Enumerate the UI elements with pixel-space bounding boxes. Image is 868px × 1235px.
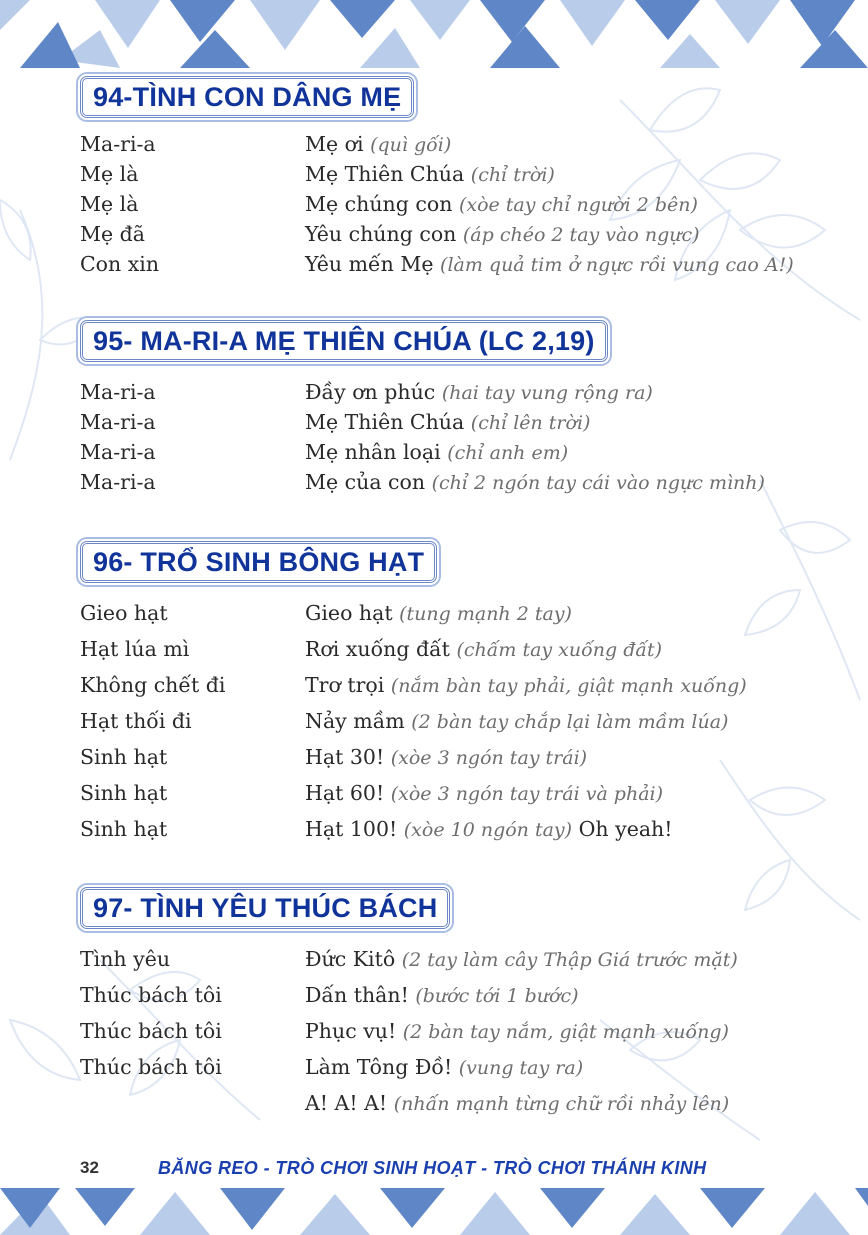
list-item [80, 601, 860, 637]
chant-call: Ma-ri-a [80, 410, 156, 434]
chant-response: Mẹ của con [305, 470, 426, 494]
action-list [80, 132, 860, 282]
chant-call: Mẹ đã [80, 222, 145, 246]
list-item [80, 380, 860, 410]
section-96 [80, 541, 860, 853]
list-item [80, 745, 860, 781]
chant-response: Đầy ơn phúc [305, 380, 436, 404]
chant-call: Tình yêu [80, 947, 171, 971]
gesture-note: (vung tay ra) [458, 1057, 584, 1079]
chant-response: Gieo hạt [305, 601, 393, 625]
action-list [80, 947, 860, 1127]
gesture-note: (chỉ trời) [470, 164, 555, 186]
chant-response: Đức Kitô [305, 947, 396, 971]
chant-call: Mẹ là [80, 162, 139, 186]
action-list [80, 380, 860, 500]
chant-response: Dấn thân! [305, 983, 409, 1007]
list-item [80, 470, 860, 500]
list-item [80, 1055, 860, 1091]
chant-ending: Oh yeah! [578, 817, 673, 841]
list-item [80, 1019, 860, 1055]
gesture-note: (chấm tay xuống đất) [456, 639, 663, 661]
chant-response: Trơ trọi [305, 673, 385, 697]
chant-response: Mẹ nhân loại [305, 440, 441, 464]
chant-response: Hạt 100! [305, 817, 398, 841]
gesture-note: (2 tay làm cây Thập Giá trước mặt) [401, 949, 738, 971]
gesture-note: (xòe 10 ngón tay) [403, 819, 573, 841]
section-title: 97- TÌNH YÊU THÚC BÁCH [80, 887, 450, 929]
list-item [80, 410, 860, 440]
chant-response: Nảy mầm [305, 709, 405, 733]
chant-call: Thúc bách tôi [80, 1019, 222, 1043]
list-item [80, 162, 860, 192]
gesture-note: (xòe tay chỉ người 2 bên) [458, 194, 698, 216]
gesture-note: (nắm bàn tay phải, giật mạnh xuống) [390, 675, 747, 697]
chant-call: Ma-ri-a [80, 132, 156, 156]
action-list [80, 601, 860, 853]
gesture-note: (2 bàn tay chắp lại làm mầm lúa) [411, 711, 729, 733]
bottom-triangle-border [0, 1180, 868, 1235]
chant-call: Gieo hạt [80, 601, 168, 625]
list-item [80, 1091, 860, 1127]
list-item [80, 673, 860, 709]
chant-response: Mẹ Thiên Chúa [305, 410, 465, 434]
section-94 [80, 76, 860, 282]
chant-response: Rơi xuống đất [305, 637, 450, 661]
gesture-note: (2 bàn tay nắm, giật mạnh xuống) [402, 1021, 729, 1043]
list-item [80, 781, 860, 817]
chant-call: Hạt thối đi [80, 709, 192, 733]
chant-call: Sinh hạt [80, 745, 168, 769]
gesture-note: (làm quả tim ở ngực rồi vung cao A!) [440, 254, 794, 276]
list-item [80, 252, 860, 282]
gesture-note: (chỉ lên trời) [470, 412, 591, 434]
chant-response: Yêu chúng con [305, 222, 457, 246]
list-item [80, 817, 860, 853]
list-item [80, 222, 860, 252]
chant-response: Hạt 60! [305, 781, 385, 805]
chant-response: Mẹ ơi [305, 132, 364, 156]
section-title: 94-TÌNH CON DÂNG MẸ [80, 76, 414, 118]
gesture-note: (xòe 3 ngón tay trái và phải) [390, 783, 664, 805]
chant-call: Sinh hạt [80, 817, 168, 841]
gesture-note: (quì gối) [370, 134, 452, 156]
gesture-note: (tung mạnh 2 tay) [399, 603, 572, 625]
chant-call: Ma-ri-a [80, 440, 156, 464]
chant-response: Yêu mến Mẹ [305, 252, 434, 276]
book-title: BĂNG REO - TRÒ CHƠI SINH HOẠT - TRÒ CHƠI THÁNH KINH [158, 1158, 707, 1178]
section-title: 96- TRỔ SINH BÔNG HẠT [80, 541, 437, 583]
chant-response: Phục vụ! [305, 1019, 397, 1043]
gesture-note: (áp chéo 2 tay vào ngực) [462, 224, 700, 246]
list-item [80, 132, 860, 162]
chant-call: Mẹ là [80, 192, 139, 216]
chant-call: Con xin [80, 252, 160, 276]
section-97 [80, 887, 860, 1127]
gesture-note: (chỉ 2 ngón tay cái vào ngực mình) [431, 472, 765, 494]
chant-call [80, 1091, 305, 1127]
page-number: 32 [80, 1158, 99, 1177]
gesture-note: (hai tay vung rộng ra) [441, 382, 653, 404]
chant-call: Hạt lúa mì [80, 637, 190, 661]
gesture-note: (nhấn mạnh từng chữ rồi nhảy lên) [393, 1093, 730, 1115]
page-footer [80, 1158, 840, 1182]
chant-call: Sinh hạt [80, 781, 168, 805]
chant-response: Mẹ Thiên Chúa [305, 162, 465, 186]
chant-call: Không chết đi [80, 673, 226, 697]
chant-call: Ma-ri-a [80, 470, 156, 494]
gesture-note: (xòe 3 ngón tay trái) [390, 747, 588, 769]
list-item [80, 637, 860, 673]
chant-response: Làm Tông Đồ! [305, 1055, 453, 1079]
chant-call: Ma-ri-a [80, 380, 156, 404]
section-95 [80, 320, 860, 500]
list-item [80, 947, 860, 983]
gesture-note: (chỉ anh em) [447, 442, 569, 464]
list-item [80, 983, 860, 1019]
chant-response: A! A! A! [305, 1091, 388, 1115]
chant-response: Mẹ chúng con [305, 192, 453, 216]
section-title: 95- MA-RI-A MẸ THIÊN CHÚA (LC 2,19) [80, 320, 608, 362]
chant-call: Thúc bách tôi [80, 983, 222, 1007]
chant-response: Hạt 30! [305, 745, 385, 769]
gesture-note: (bước tới 1 bước) [415, 985, 579, 1007]
chant-call: Thúc bách tôi [80, 1055, 222, 1079]
list-item [80, 440, 860, 470]
list-item [80, 709, 860, 745]
list-item [80, 192, 860, 222]
